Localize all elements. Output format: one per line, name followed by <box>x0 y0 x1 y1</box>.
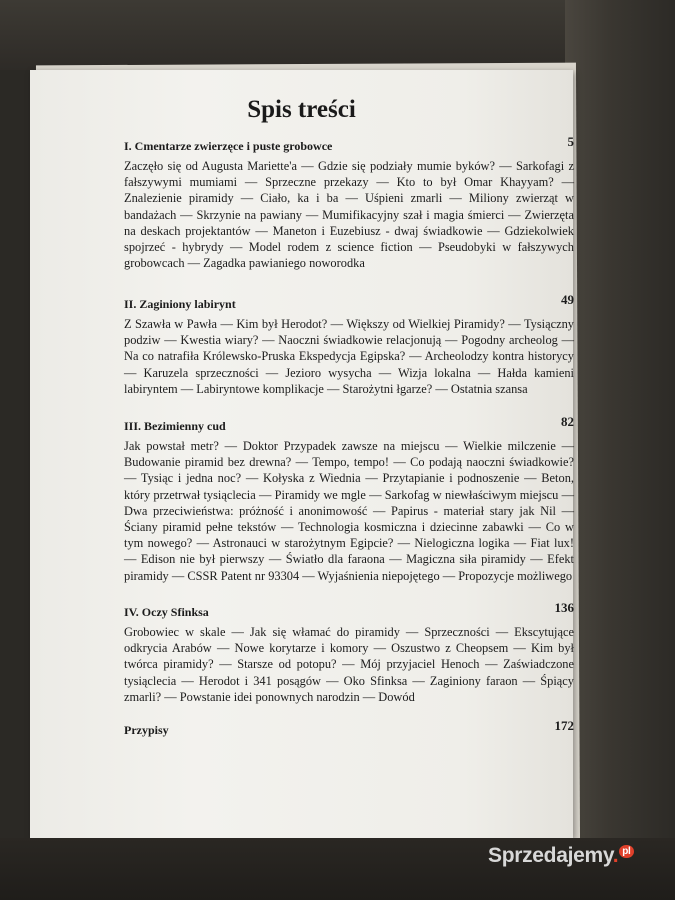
toc-entry-header <box>124 600 574 622</box>
chapter-contents: Jak powstał metr? — Doktor Przypadek zawsze na miejscu — Wielkie milczenie — Budowanie piramid bez drewna? — Tempo, tempo! — Co podają naoczni świadkowie? — Tysiąc i jedna noc? — Kołyska z Wiednia — Przytapianie i podnoszenie — Beton, który przetrwał tysiąclecia — Piramidy we mgle — Sarkofag w niewłaściwym miejscu — Dwa przeciwieństwa: próżność i anonimowość — Papirus - materiał stary jak Nil — Ściany piramid pełne tekstów — Technologia kosmiczna i dziecinne zabawki — Co w tym nowego? — Astronauci w starożytnym Egipcie? — Nielogiczna logika — Fiat lux! — Edison nie był pierwszy — Światło dla faraona — Magiczna siła piramidy — Efekt piramidy — CSSR Patent nr 93304 — Wyjaśnienia niepojętego — Propozycje możliwego <box>124 439 574 583</box>
chapter-contents: Zaczęło się od Augusta Mariette'a — Gdzie się podziały mumie byków? — Sarkofagi z fałszywymi mumiami — Sprzeczne przekazy — Kto to był Omar Khayyam? — Znalezienie piramidy — Ciało, ka i ba — Uśpieni zmarli — Miliony zwierząt w bandażach — Skrzynie na pawiany — Mumifikacyjny szał i magia śmierci — Zwierzęta na deskach projektantów — Maneton i Euzebiusz - dwaj świadkowie — Gdziekolwiek spojrzeć - hybrydy — Model rodem z science fiction — Pseudobyki w fałszywych grobowcach — Zagadka pawianiego noworodka <box>124 159 574 271</box>
toc-entry-header <box>124 414 574 436</box>
toc-entry-2 <box>124 292 574 397</box>
toc-entry-3 <box>124 414 574 584</box>
watermark-logo <box>488 844 634 868</box>
toc-entry-header <box>124 292 574 314</box>
chapter-contents: Grobowiec w skale — Jak się włamać do piramidy — Sprzeczności — Ekscytujące odkrycia Arabów — Nowe korytarze i komory — Oszustwo z Cheopsem — Kim był twórca piramidy? — Starsze od potopu? — Mój przyjaciel Henoch — Zaświadczone tysiąclecia — Herodot i 341 posągów — Oko Sfinksa — Zaginiony faraon — Śpiący zmarli? — Powstanie idei ponownych narodzin — Dowód <box>124 625 574 704</box>
toc-entry-5 <box>124 718 574 740</box>
book-cover-edge <box>565 0 675 900</box>
chapter-title: I. Cmentarze zwierzęce i puste grobowce <box>124 139 333 153</box>
chapter-page-number: 49 <box>561 292 574 307</box>
chapter-title: IV. Oczy Sfinksa <box>124 605 209 619</box>
toc-entry-4 <box>124 600 574 705</box>
watermark-dot: . <box>612 844 619 867</box>
chapter-page-number: 136 <box>554 600 574 615</box>
chapter-page-number: 172 <box>554 718 574 733</box>
chapter-page-number: 5 <box>567 134 574 149</box>
toc-entry-1 <box>124 134 574 271</box>
toc-entry-header <box>124 134 574 156</box>
chapter-title: II. Zaginiony labirynt <box>124 297 236 311</box>
chapter-contents: Z Szawła w Pawła — Kim był Herodot? — Większy od Wielkiej Piramidy? — Tysiączny podziw — Kwestia wiary? — Naoczni świadkowie relacjonują — Pogodny archeolog — Na co natrafiła Królewsko-Pruska Ekspedycja Egipska? — Archeolodzy kontra historycy — Karuzela sprzeczności — Jezioro wysycha — Wizja lokalna — Hałda kamieni labiryntem — Labiryntowe komplikacje — Starożytni łgarze? — Ostatnia szansa <box>124 317 574 396</box>
chapter-title: III. Bezimienny cud <box>124 419 226 433</box>
toc-entry-header <box>124 718 574 740</box>
watermark-tld: pl <box>619 845 633 858</box>
chapter-title: Przypisy <box>124 723 169 737</box>
chapter-page-number: 82 <box>561 414 574 429</box>
book-page <box>30 70 573 838</box>
watermark-name: Sprzedajemy <box>488 844 613 867</box>
page-title: Spis treści <box>247 96 356 123</box>
